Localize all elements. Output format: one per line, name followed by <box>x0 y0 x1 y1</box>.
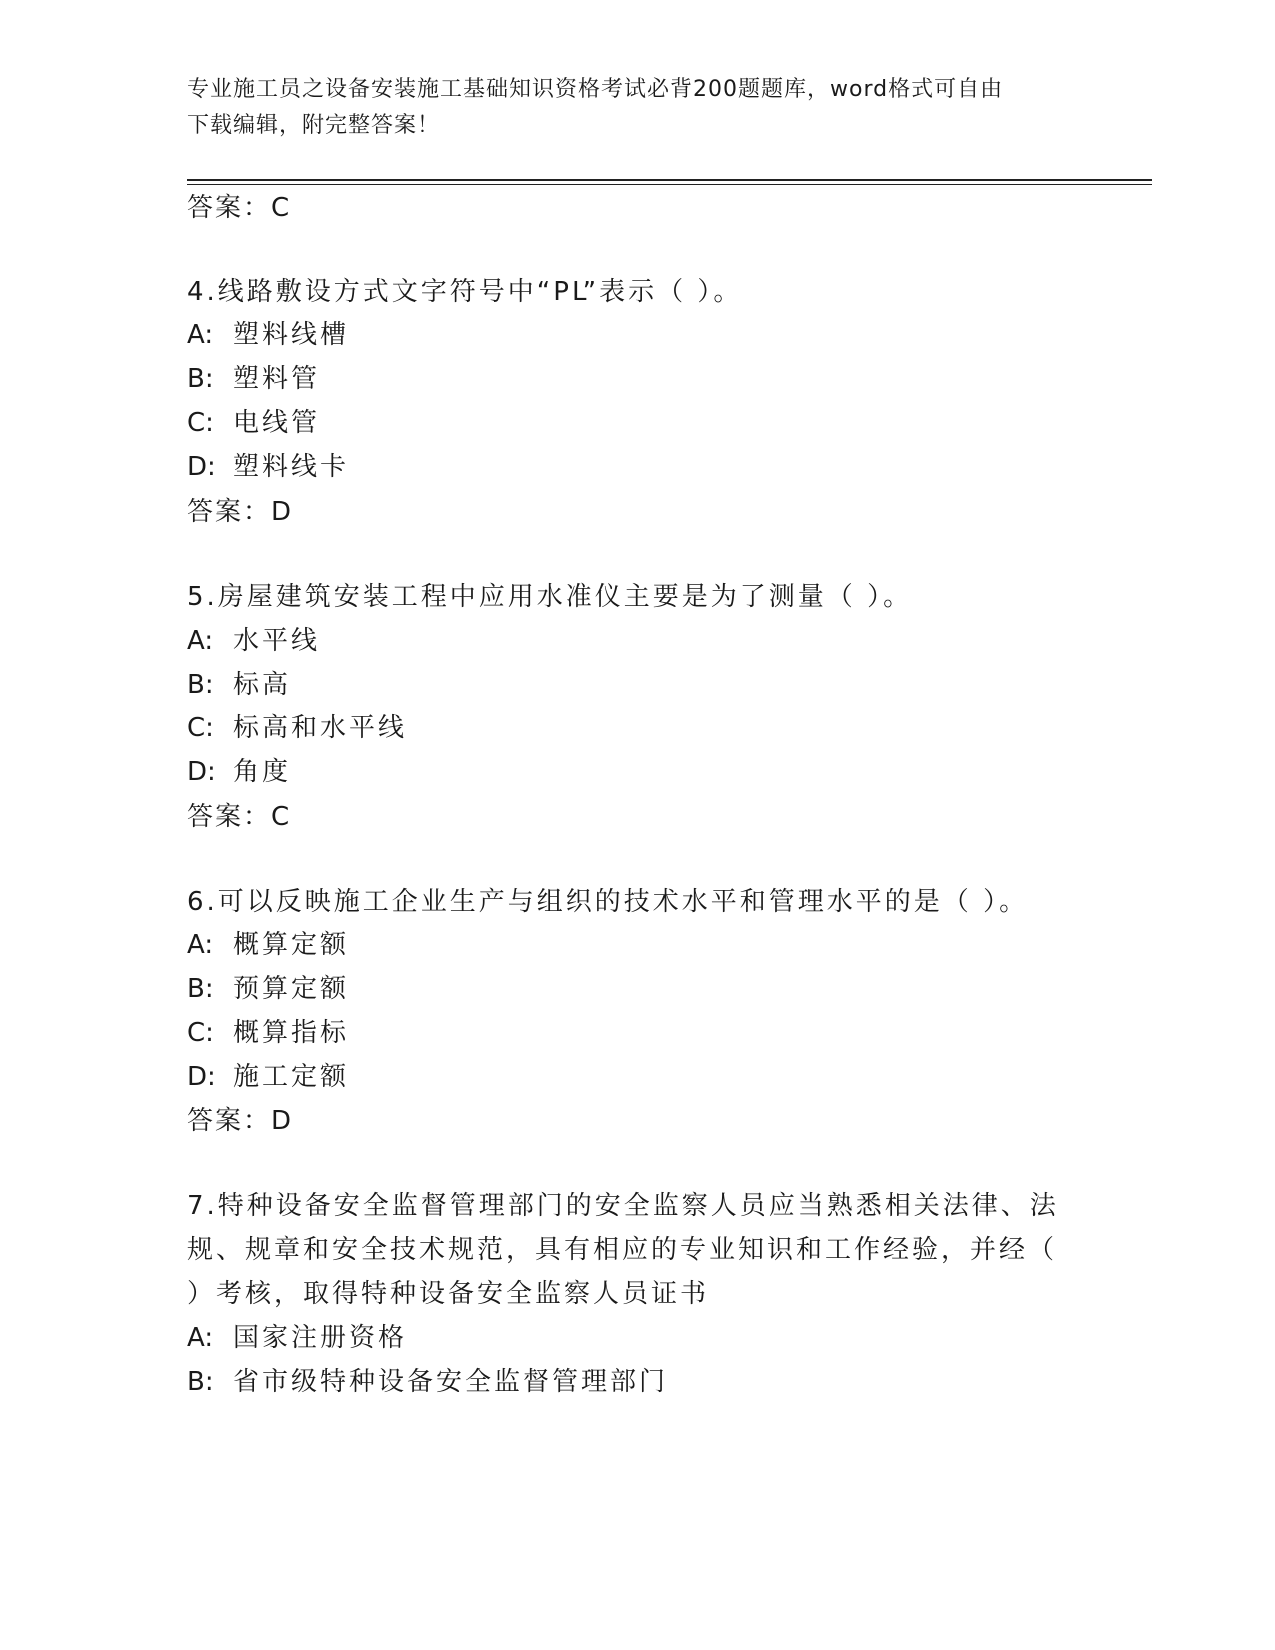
option-text: 角度 <box>233 757 292 787</box>
question-7-option-a <box>187 1321 407 1355</box>
header-divider-thick <box>187 179 1152 181</box>
header-line-2: 下载编辑，附完整答案！ <box>187 113 441 138</box>
option-text: 国家注册资格 <box>233 1323 408 1353</box>
option-letter: B: <box>187 670 214 700</box>
question-5-option-c <box>187 711 407 745</box>
option-letter: A: <box>187 320 214 350</box>
option-text: 施工定额 <box>233 1062 350 1092</box>
option-text: 概算定额 <box>233 930 350 960</box>
question-7-stem-line-2: 规、规章和安全技术规范，具有相应的专业知识和工作经验，并经（ <box>187 1235 1058 1265</box>
option-letter: A: <box>187 626 214 656</box>
option-text: 电线管 <box>233 408 321 438</box>
option-text: 塑料线槽 <box>233 320 350 350</box>
question-6-option-d <box>187 1060 349 1094</box>
question-5-stem: 5.房屋建筑安装工程中应用水准仪主要是为了测量（ ）。 <box>187 582 913 612</box>
question-4-stem: 4.线路敷设方式文字符号中“PL”表示（ ）。 <box>187 277 743 307</box>
question-4-option-d <box>187 450 349 484</box>
question-6-stem: 6.可以反映施工企业生产与组织的技术水平和管理水平的是（ ）。 <box>187 887 1029 917</box>
question-6-option-b <box>187 972 349 1006</box>
option-letter: C: <box>187 408 214 438</box>
header-divider-thin <box>187 184 1152 185</box>
question-4-option-b <box>187 362 320 396</box>
option-letter: C: <box>187 1018 214 1048</box>
question-5-option-d <box>187 755 291 789</box>
question-4-option-a <box>187 318 349 352</box>
option-text: 水平线 <box>233 626 321 656</box>
option-letter: D: <box>187 757 216 787</box>
question-5-option-a <box>187 624 320 658</box>
answer-line-q3: 答案：C <box>187 193 292 223</box>
option-letter: B: <box>187 1367 214 1397</box>
option-letter: B: <box>187 974 214 1004</box>
option-letter: C: <box>187 713 214 743</box>
option-letter: B: <box>187 364 214 394</box>
header-line-1: 专业施工员之设备安装施工基础知识资格考试必背200题题库，word格式可自由 <box>187 77 1004 102</box>
option-letter: A: <box>187 930 214 960</box>
option-text: 标高 <box>233 670 292 700</box>
question-7-stem-line-1: 7.特种设备安全监督管理部门的安全监察人员应当熟悉相关法律、法 <box>187 1191 1059 1221</box>
question-6-option-a <box>187 928 349 962</box>
document-header <box>187 72 1077 144</box>
question-7-option-b <box>187 1365 668 1399</box>
option-text: 概算指标 <box>233 1018 350 1048</box>
question-4-option-c <box>187 406 320 440</box>
option-text: 塑料管 <box>233 364 321 394</box>
option-letter: D: <box>187 452 216 482</box>
option-text: 省市级特种设备安全监督管理部门 <box>233 1367 669 1397</box>
option-text: 标高和水平线 <box>233 713 408 743</box>
question-7-stem-line-3: ）考核，取得特种设备安全监察人员证书 <box>187 1279 710 1309</box>
question-6-option-c <box>187 1016 349 1050</box>
option-letter: A: <box>187 1323 214 1353</box>
question-6-answer: 答案：D <box>187 1106 294 1136</box>
option-text: 预算定额 <box>233 974 350 1004</box>
option-text: 塑料线卡 <box>233 452 350 482</box>
question-5-option-b <box>187 668 291 702</box>
question-5-answer: 答案：C <box>187 802 292 832</box>
question-4-answer: 答案：D <box>187 497 294 527</box>
option-letter: D: <box>187 1062 216 1092</box>
